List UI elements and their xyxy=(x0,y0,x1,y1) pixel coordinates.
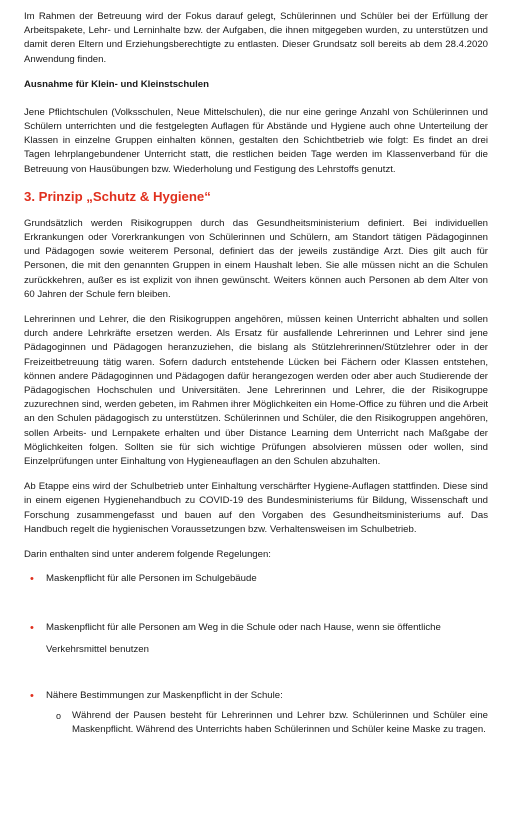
bullet-icon: • xyxy=(30,689,34,702)
list-item-text: Maskenpflicht für alle Personen am Weg in die Schule oder nach Hause, wenn sie öffentliche Verkehrsmittel benutzen xyxy=(46,621,441,655)
circle-bullet-icon: o xyxy=(56,710,62,721)
teachers-paragraph: Lehrerinnen und Lehrer, die den Risikogruppen angehören, müssen keinen Unterricht abhalten und sollen durch andere Lehrkräfte ersetzen werden. Als Ersatz für ausfallende Lehrerinnen und Lehrer sind jene Pädagoginnen und Pädagogen heranzuziehen, die bislang als Stützlehrerinnen/Stützlehrer oder in der Freizeitbetreuung tätig waren. Sofern dadurch entstehende Lücken bei Fächern oder Klassen entstehen, können andere Pädagoginnen und Pädagogen dafür herangezogen werden oder aber auch Studierende der Pädagogischen Hochschulen und Universitäten. Jene Lehrerinnen und Lehrer, die der Risikogruppe zuzurechnen sind, werden gebeten, im Rahmen ihrer Möglichkeiten ein Home-Office zu führen und die Arbeit an den Schulen pädagogisch zu unterstützen. Schülerinnen und Schüler, die den Risikogruppen angehören, sollen Arbeits- und Lernpakete erhalten und über Distance Learning dem Unterricht nach Maßgabe der Möglichkeiten folgen. Sollten sie für sich wichtige Prüfungen absolvieren müssen oder wollen, sind Einzelprüfungen unter Einhaltung von Hygieneauflagen an den Schulen abzuhalten. xyxy=(24,314,488,468)
hygiene-paragraph: Ab Etappe eins wird der Schulbetrieb unter Einhaltung verschärfter Hygiene-Auflagen stattfinden. Diese sind in einem eigenen Hygienehandbuch zu COVID-19 des Bundesministeriums für Bildung, Wissenschaft und Forschung zusammengefasst und bauen auf den Vorgaben des Gesundheitsministeriums auf. Das Handbuch regelt die hygienischen Voraussetzungen bzw. Verhaltensweisen im Schulbetrieb. xyxy=(24,481,488,535)
section-title: 3. Prinzip „Schutz & Hygiene“ xyxy=(24,188,211,204)
list-item-text: Nähere Bestimmungen zur Maskenpflicht in der Schule: xyxy=(46,689,283,701)
list-item xyxy=(24,572,488,586)
list-item-text: Maskenpflicht für alle Personen im Schulgebäude xyxy=(46,573,257,585)
list-item xyxy=(24,617,488,661)
bullet-icon: • xyxy=(30,573,34,586)
intro-paragraph: Im Rahmen der Betreuung wird der Fokus darauf gelegt, Schülerinnen und Schüler bei der Erfüllung der Arbeitspakete, Lehr- und Lerninhalte bzw. der Aufgaben, die ihnen mitgegeben wurden, zu unterstützen und damit deren Eltern und Erziehungsberechtigte zu entlasten. Dieser Grundsatz soll bereits ab dem 28.4.2020 Anwendung finden. xyxy=(24,11,488,65)
exception-heading: Ausnahme für Klein- und Kleinstschulen xyxy=(24,78,209,90)
rules-intro-paragraph: Darin enthalten sind unter anderem folgende Regelungen: xyxy=(24,549,271,561)
exception-paragraph: Jene Pflichtschulen (Volksschulen, Neue Mittelschulen), die nur eine geringe Anzahl von Schülerinnen und Schülern unterrichten und die festgelegten Auflagen für Abstände und Hygiene auch ohne Unterteilung der Klassen in einzelne Gruppen einhalten können, gestalten den Schichtbetrieb wie folgt: Es findet an drei Tagen lehrplangebundener Unterricht statt, die restlichen beiden Tage werden im Klassenverband für die Betreuung von Hausübungen bzw. Wiederholung und Festigung des Lehrstoffs genutzt. xyxy=(24,106,488,175)
sub-list-item xyxy=(24,709,488,737)
risk-groups-paragraph: Grundsätzlich werden Risikogruppen durch das Gesundheitsministerium definiert. Bei individuellen Erkrankungen oder Vorerkrankungen von Schülerinnen und Schülern, am Standort tätigen Pädagoginnen und Pädagogen sowie weiterem Personal, definiert das der jeweils zuständige Arzt. Dies gilt auch für Personen, die mit den genannten Gruppen in einem Haushalt leben. Sie alle müssen nicht an die Schulen zurückkehren, außer es ist explizit von ihnen gewünscht. Weiters können auch Personen ab dem Alter von 60 Jahren der Schule fern bleiben. xyxy=(24,217,488,300)
sub-list-item-text: Während der Pausen besteht für Lehrerinnen und Lehrer bzw. Schülerinnen und Schüler eine Maskenpflicht. Während des Unterrichts haben Schülerinnen und Schüler keine Maske zu tragen. xyxy=(72,709,488,735)
bullet-icon: • xyxy=(30,621,34,634)
list-item xyxy=(24,689,488,703)
